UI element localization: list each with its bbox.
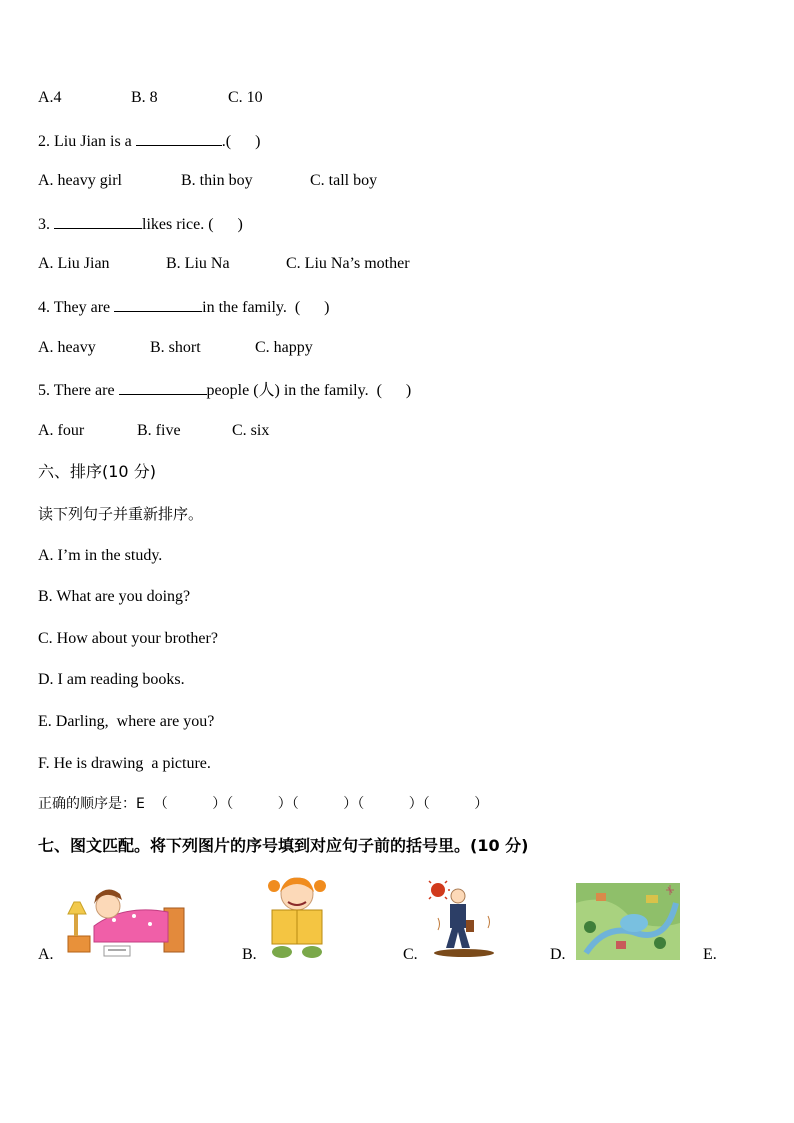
q2-option-b: B. thin boy (181, 172, 253, 189)
sentence-c: C. How about your brother? (38, 630, 218, 647)
q2-option-c: C. tall boy (310, 172, 378, 189)
picture-label-e: E. (703, 946, 717, 963)
q2-prefix: 2. Liu Jian is a (38, 133, 136, 150)
q5-option-c: C. six (232, 422, 270, 439)
q4-suffix: in the family. ( ) (202, 299, 330, 316)
picture-label-a: A. (38, 946, 54, 963)
q1-option-c: C. 10 (228, 89, 263, 106)
picture-label-b: B. (242, 946, 257, 963)
order-answer-line[interactable]: 正确的顺序是：E （ ）（ ）（ ）（ ）（ ） (38, 796, 489, 812)
picture-label-d: D. (550, 946, 566, 963)
section-7-title: 七、图文匹配。将下列图片的序号填到对应句子前的括号里。(10 分) (38, 836, 529, 855)
q5-prefix: 5. There are (38, 382, 119, 399)
q3-suffix: likes rice. ( ) (142, 216, 243, 233)
q3-blank[interactable] (54, 213, 142, 229)
park-map-picture (576, 883, 680, 960)
q5-option-b: B. five (137, 422, 181, 439)
sentence-f: F. He is drawing a picture. (38, 755, 211, 772)
q5-blank[interactable] (119, 379, 207, 395)
q3-option-c: C. Liu Na’s mother (286, 255, 410, 272)
sentence-d: D. I am reading books. (38, 671, 185, 688)
q3-prefix: 3. (38, 216, 54, 233)
sleeping-girl-picture (64, 884, 186, 960)
q3-option-b: B. Liu Na (166, 255, 230, 272)
q5-suffix: people (人) in the family. ( ) (206, 382, 412, 399)
picture-label-c: C. (403, 946, 418, 963)
q4-prefix: 4. They are (38, 299, 115, 316)
q4-option-b: B. short (150, 339, 201, 356)
hot-man-picture (428, 880, 500, 960)
section-6-title: 六、排序(10 分) (38, 462, 156, 481)
sentence-e: E. Darling, where are you? (38, 713, 215, 730)
question-5 (38, 379, 411, 401)
q3-option-a: A. Liu Jian (38, 255, 110, 272)
sentence-b: B. What are you doing? (38, 588, 191, 605)
q1-option-b: B. 8 (131, 89, 158, 106)
q1-option-a: A.4 (38, 89, 62, 106)
q5-option-a: A. four (38, 422, 85, 439)
q4-option-c: C. happy (255, 339, 313, 356)
question-3 (38, 213, 243, 235)
q2-option-a: A. heavy girl (38, 172, 122, 189)
q2-blank[interactable] (136, 130, 222, 146)
q4-blank[interactable] (114, 296, 202, 312)
section-6-instruction: 读下列句子并重新排序。 (38, 505, 204, 523)
q4-option-a: A. heavy (38, 339, 96, 356)
question-4 (38, 296, 330, 318)
question-2 (38, 130, 260, 152)
q2-suffix: .( ) (221, 133, 261, 150)
sentence-a: A. I’m in the study. (38, 547, 163, 564)
reading-girl-picture (266, 874, 328, 960)
